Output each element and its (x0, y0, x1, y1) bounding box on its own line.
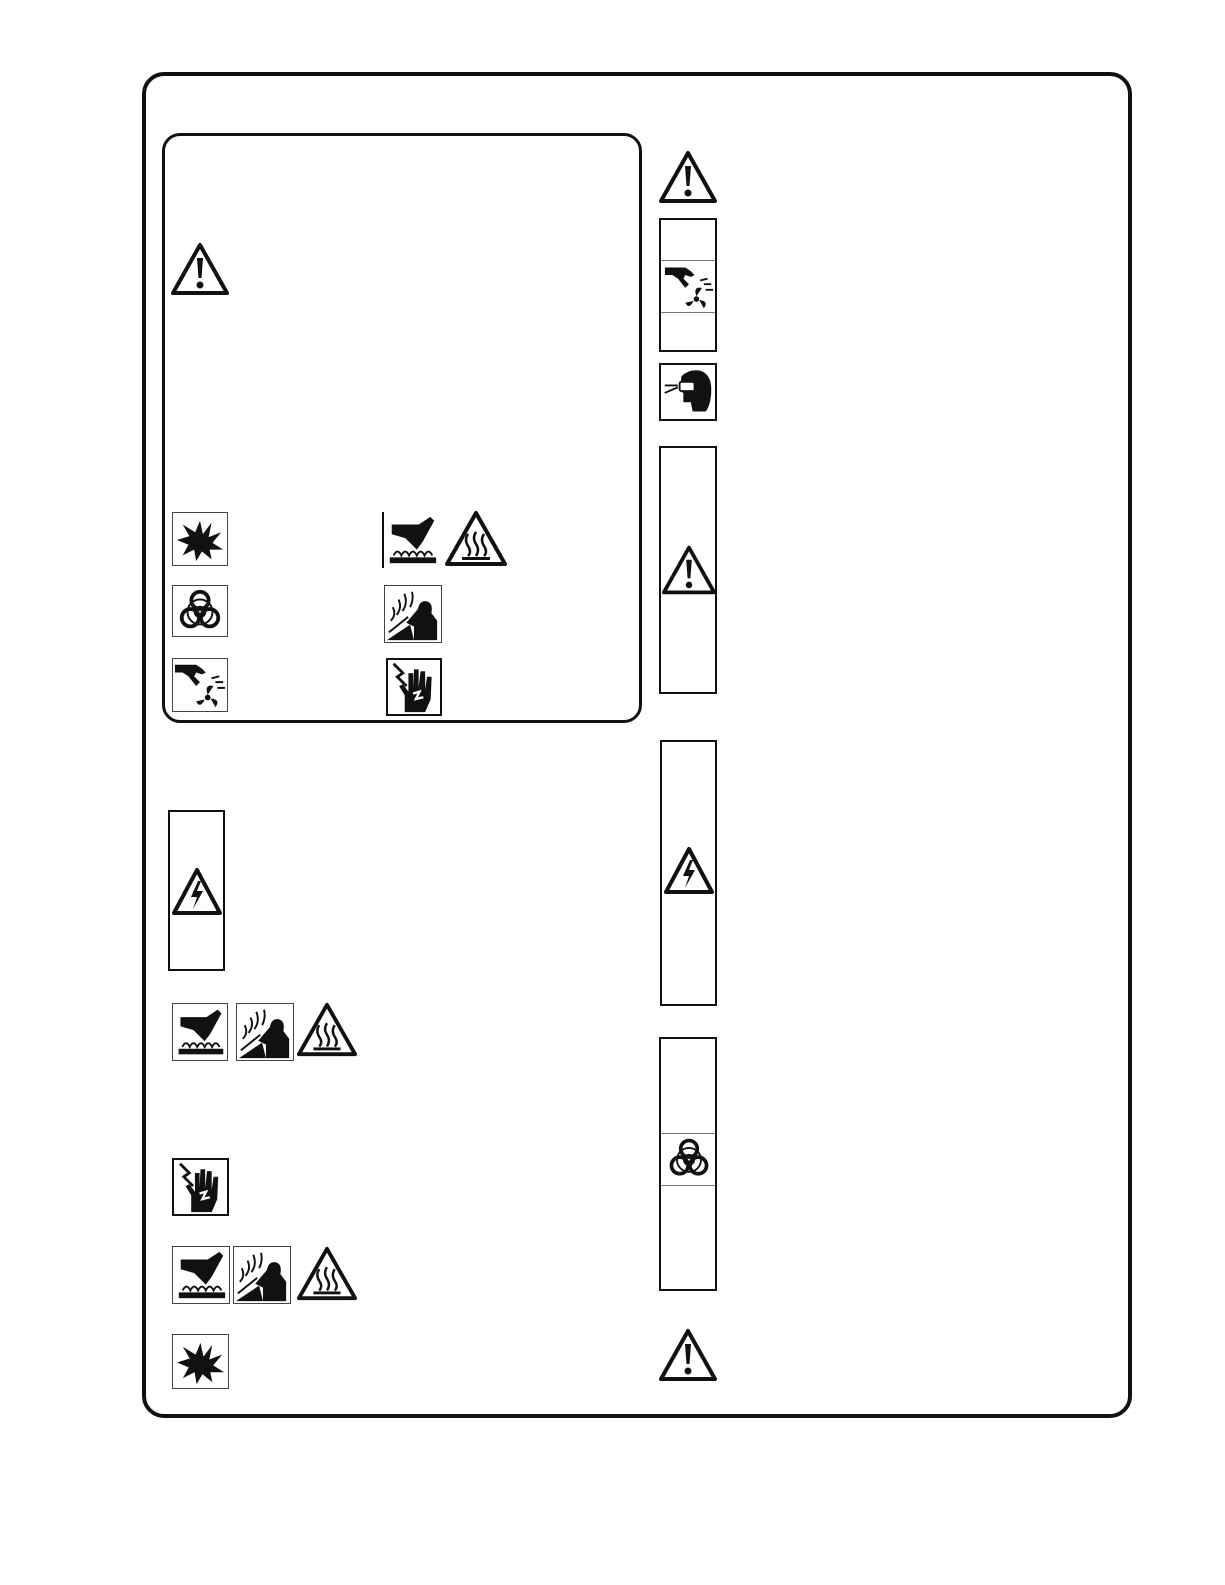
hot-surface-triangle-icon (444, 510, 508, 568)
pressurized-spray-icon (233, 1246, 291, 1304)
general-warning-strip (659, 446, 717, 694)
explosion-icon (172, 1334, 229, 1389)
warning-triangle-icon (170, 242, 230, 296)
biohazard-warning-strip (659, 1037, 717, 1291)
biohazard-icon (663, 1135, 715, 1183)
electrical-hazard-strip (168, 810, 225, 971)
hot-surface-triangle-icon (296, 1000, 358, 1060)
safety-goggles-icon (659, 363, 717, 421)
hot-surface-triangle-icon (296, 1244, 358, 1304)
shock-hand-icon (172, 1158, 229, 1216)
shock-hand-icon (386, 658, 442, 716)
biohazard-icon (172, 585, 228, 637)
electrical-warning-strip (660, 740, 717, 1006)
electric-shock-triangle-icon (171, 867, 223, 917)
pressurized-spray-icon (236, 1003, 294, 1061)
explosion-icon (172, 512, 228, 566)
pressurized-spray-icon (384, 585, 442, 643)
warning-triangle-icon (661, 544, 717, 596)
burn-hazard-icon (382, 512, 440, 568)
burn-hazard-icon (172, 1003, 228, 1061)
warning-triangle-icon (658, 1328, 718, 1382)
warning-triangle-icon (658, 150, 718, 204)
fan-blade-hazard-strip (659, 218, 717, 352)
electric-shock-triangle-icon (663, 846, 715, 896)
burn-hazard-icon (172, 1246, 230, 1304)
fan-blade-hand-icon (172, 658, 228, 712)
fan-blade-hand-icon (661, 262, 717, 312)
